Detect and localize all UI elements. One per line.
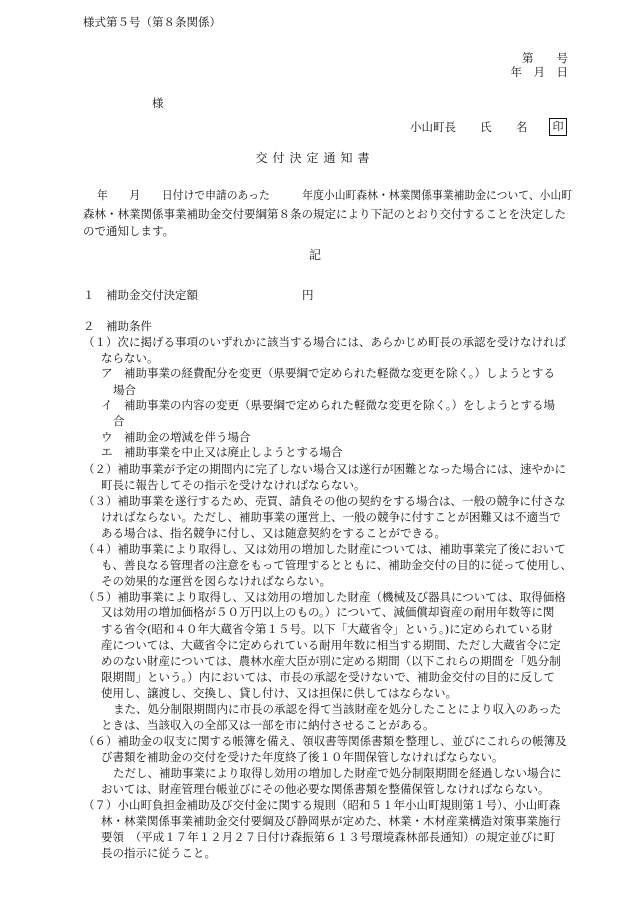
sub-condition-line: ウ 補助金の増減を伴う場合 <box>101 430 251 444</box>
sender-name-label-1: 氏 <box>480 120 492 134</box>
form-number: 様式第５号（第８条関係） <box>83 15 221 29</box>
amount-unit: 円 <box>302 288 314 302</box>
amount-label: １ 補助金交付決定額 <box>83 288 198 302</box>
intro-line: 年 月 日付けで申請のあった 年度小山町森林・林業関係事業補助金について、小山町 <box>97 188 573 202</box>
condition-line: （４）補助事業により取得し、又は効用の増加した財産については、補助事業完了後において <box>83 542 566 556</box>
sender-name-label-2: 名 <box>516 120 528 134</box>
condition-line: する省令(昭和４０年大蔵省令第１５号。以下「大蔵省令」という。)に定められている財 <box>101 622 553 636</box>
seal-stamp: 印 <box>549 118 567 136</box>
intro-line: ので通知します。 <box>83 224 175 238</box>
condition-line: 又は効用の増加価格が５０万円以上のもの。）について、減価償却資産の耐用年数等に関 <box>101 605 555 619</box>
condition-line: その効果的な運営を図らなければならない。 <box>101 574 331 588</box>
document-title: 交付決定通知書 <box>255 151 375 165</box>
condition-line: 使用し、譲渡し、交換し、貸し付け、又は担保に供してはならない。 <box>101 686 458 700</box>
document-date: 年 月 日 <box>510 65 568 79</box>
condition-line: （５）補助事業により取得し、又は効用の増加した財産（機械及び器具については、取得価格 <box>83 590 566 604</box>
condition-line: （３）補助事業を遂行するため、売買、請負その他の契約をする場合は、一般の競争に付さな <box>83 494 566 508</box>
recipient-suffix: 様 <box>152 96 164 110</box>
sender-title: 小山町長 <box>410 120 456 134</box>
condition-line: 限期間」という。）内においては、市長の承認を受けないで、補助金交付の目的に反して <box>101 670 556 684</box>
sub-condition-line: ア 補助事業の経費配分を変更（県要綱で定められた軽微な変更を除く。）しようとする <box>101 366 556 380</box>
intro-line: 森林・林業関係事業補助金交付要綱第８条の規定により下記のとおり交付することを決定した <box>83 207 566 221</box>
condition-line: 要領 （平成１７年１２月２７日付け森振第６１３号環境森林部長通知）の規定並びに町 <box>101 830 556 844</box>
condition-line: おいては、財産管理台帳並びにその他必要な関係書類を整備保管しなければならない。 <box>101 782 550 796</box>
condition-line: 町長に報告してその指示を受けなければならない。 <box>101 478 366 492</box>
sub-condition-line: エ 補助事業を中止又は廃止しようとする場合 <box>101 445 343 459</box>
condition-line: も、善良なる管理者の注意をもって管理するとともに、補助金交付の目的に従って使用し、 <box>101 558 573 572</box>
condition-line: ときは、当該収入の全部又は一部を市に納付させることがある。 <box>101 718 435 732</box>
condition-line: ければならない。ただし、補助事業の運営上、一般の競争に付すことが困難又は不適当で <box>101 510 561 524</box>
condition-line: び書類を補助金の交付を受けた年度終了後１０年間保管しなければならない。 <box>101 750 504 764</box>
condition-line: ならない。 <box>101 351 159 365</box>
sub-condition-line: 場合 <box>113 383 136 397</box>
condition-line: 長の指示に従うこと。 <box>101 846 216 860</box>
condition-line: （１）次に掲げる事項のいずれかに該当する場合には、あらかじめ町長の承認を受けなければ <box>83 335 566 349</box>
condition-line: 産については、大蔵省令に定められている耐用年数に相当する期間、ただし大蔵省令に定 <box>101 638 561 652</box>
condition-line: 林・林業関係事業補助金交付要綱及び静岡県が定めた、林業・木材産業構造対策事業施行 <box>101 814 561 828</box>
condition-line: （７）小山町負担金補助及び交付金に関する規則（昭和５１年小山町規則第１号）、小山町森 <box>83 798 561 812</box>
condition-line: （２）補助事業が予定の期間内に完了しない場合又は遂行が困難となった場合には、速やかに <box>83 462 566 476</box>
condition-line: ただし、補助事業により取得し効用の増加した財産で処分制限期間を経過しない場合に <box>113 766 562 780</box>
condition-line: ある場合は、指名競争に付し、又は随意契約をすることができる。 <box>101 526 446 540</box>
sub-condition-line: イ 補助事業の内容の変更（県要綱で定められた軽微な変更を除く。）をしようとする場 <box>101 398 556 412</box>
condition-line: （６）補助金の収支に関する帳簿を備え、領収書等関係書類を整理し、並びにこれらの帳簿及 <box>83 734 567 748</box>
ki-heading: 記 <box>308 248 321 262</box>
sub-condition-line: 合 <box>113 414 125 428</box>
condition-line: また、処分制限期間内に市長の承認を得て当該財産を処分したことにより収入のあった <box>113 702 562 716</box>
conditions-heading: ２ 補助条件 <box>83 319 152 333</box>
condition-line: めのない財産については、農林水産大臣が別に定める期間（以下これらの期間を「処分制 <box>101 654 561 668</box>
document-number: 第 号 <box>522 51 568 65</box>
